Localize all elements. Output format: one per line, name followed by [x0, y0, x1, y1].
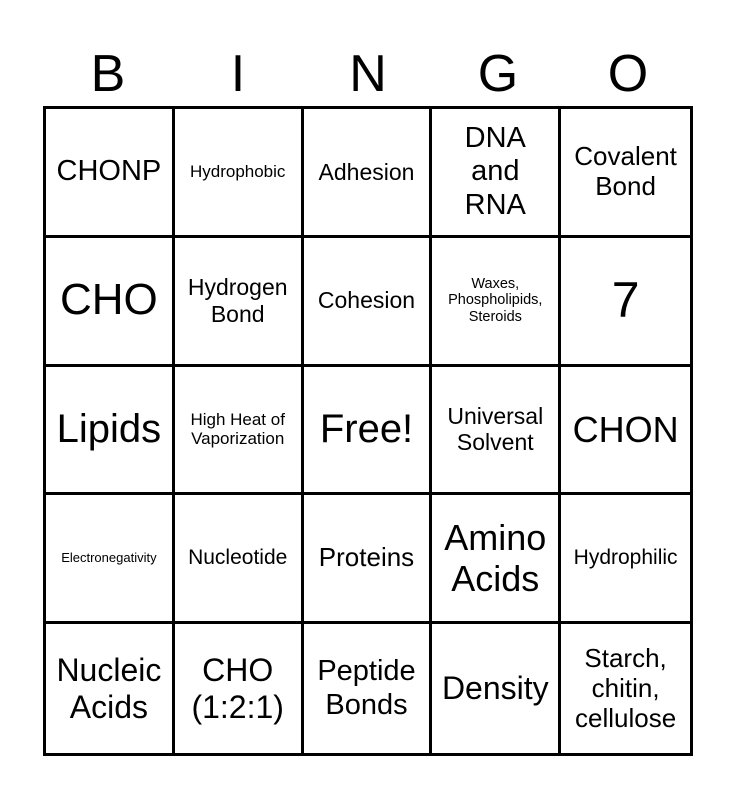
- bingo-cell[interactable]: Amino Acids: [432, 495, 561, 624]
- bingo-cell[interactable]: Lipids: [46, 367, 175, 496]
- bingo-cell[interactable]: DNA and RNA: [432, 109, 561, 238]
- bingo-cell[interactable]: CHO (1:2:1): [175, 624, 304, 753]
- bingo-cell[interactable]: Nucleic Acids: [46, 624, 175, 753]
- bingo-cell[interactable]: Proteins: [304, 495, 433, 624]
- bingo-cell[interactable]: CHO: [46, 238, 175, 367]
- header-letter-i: I: [230, 45, 246, 103]
- bingo-cell[interactable]: Cohesion: [304, 238, 433, 367]
- bingo-cell[interactable]: 7: [561, 238, 690, 367]
- bingo-cell[interactable]: CHONP: [46, 109, 175, 238]
- bingo-cell[interactable]: Adhesion: [304, 109, 433, 238]
- header-letter-o: O: [607, 45, 649, 103]
- bingo-cell[interactable]: Waxes, Phospholipids, Steroids: [432, 238, 561, 367]
- header-letter-n: N: [349, 45, 387, 103]
- bingo-cell[interactable]: Nucleotide: [175, 495, 304, 624]
- bingo-cell[interactable]: Hydrophobic: [175, 109, 304, 238]
- bingo-cell[interactable]: Covalent Bond: [561, 109, 690, 238]
- bingo-cell[interactable]: Electronegativity: [46, 495, 175, 624]
- bingo-cell[interactable]: Universal Solvent: [432, 367, 561, 496]
- bingo-cell[interactable]: Density: [432, 624, 561, 753]
- bingo-header: [43, 44, 693, 104]
- bingo-cell[interactable]: Starch, chitin, cellulose: [575, 642, 677, 733]
- bingo-cell[interactable]: High Heat of Vaporization: [175, 367, 304, 496]
- bingo-cell[interactable]: CHON: [561, 367, 690, 496]
- bingo-cell[interactable]: Peptide Bonds: [304, 624, 433, 753]
- bingo-cell[interactable]: Hydrophilic: [561, 495, 690, 624]
- bingo-cell[interactable]: Free!: [304, 367, 433, 496]
- header-letter-g: G: [477, 45, 519, 103]
- header-letter-b: B: [90, 45, 126, 103]
- bingo-cell[interactable]: Hydrogen Bond: [175, 238, 304, 367]
- bingo-board: [43, 106, 693, 756]
